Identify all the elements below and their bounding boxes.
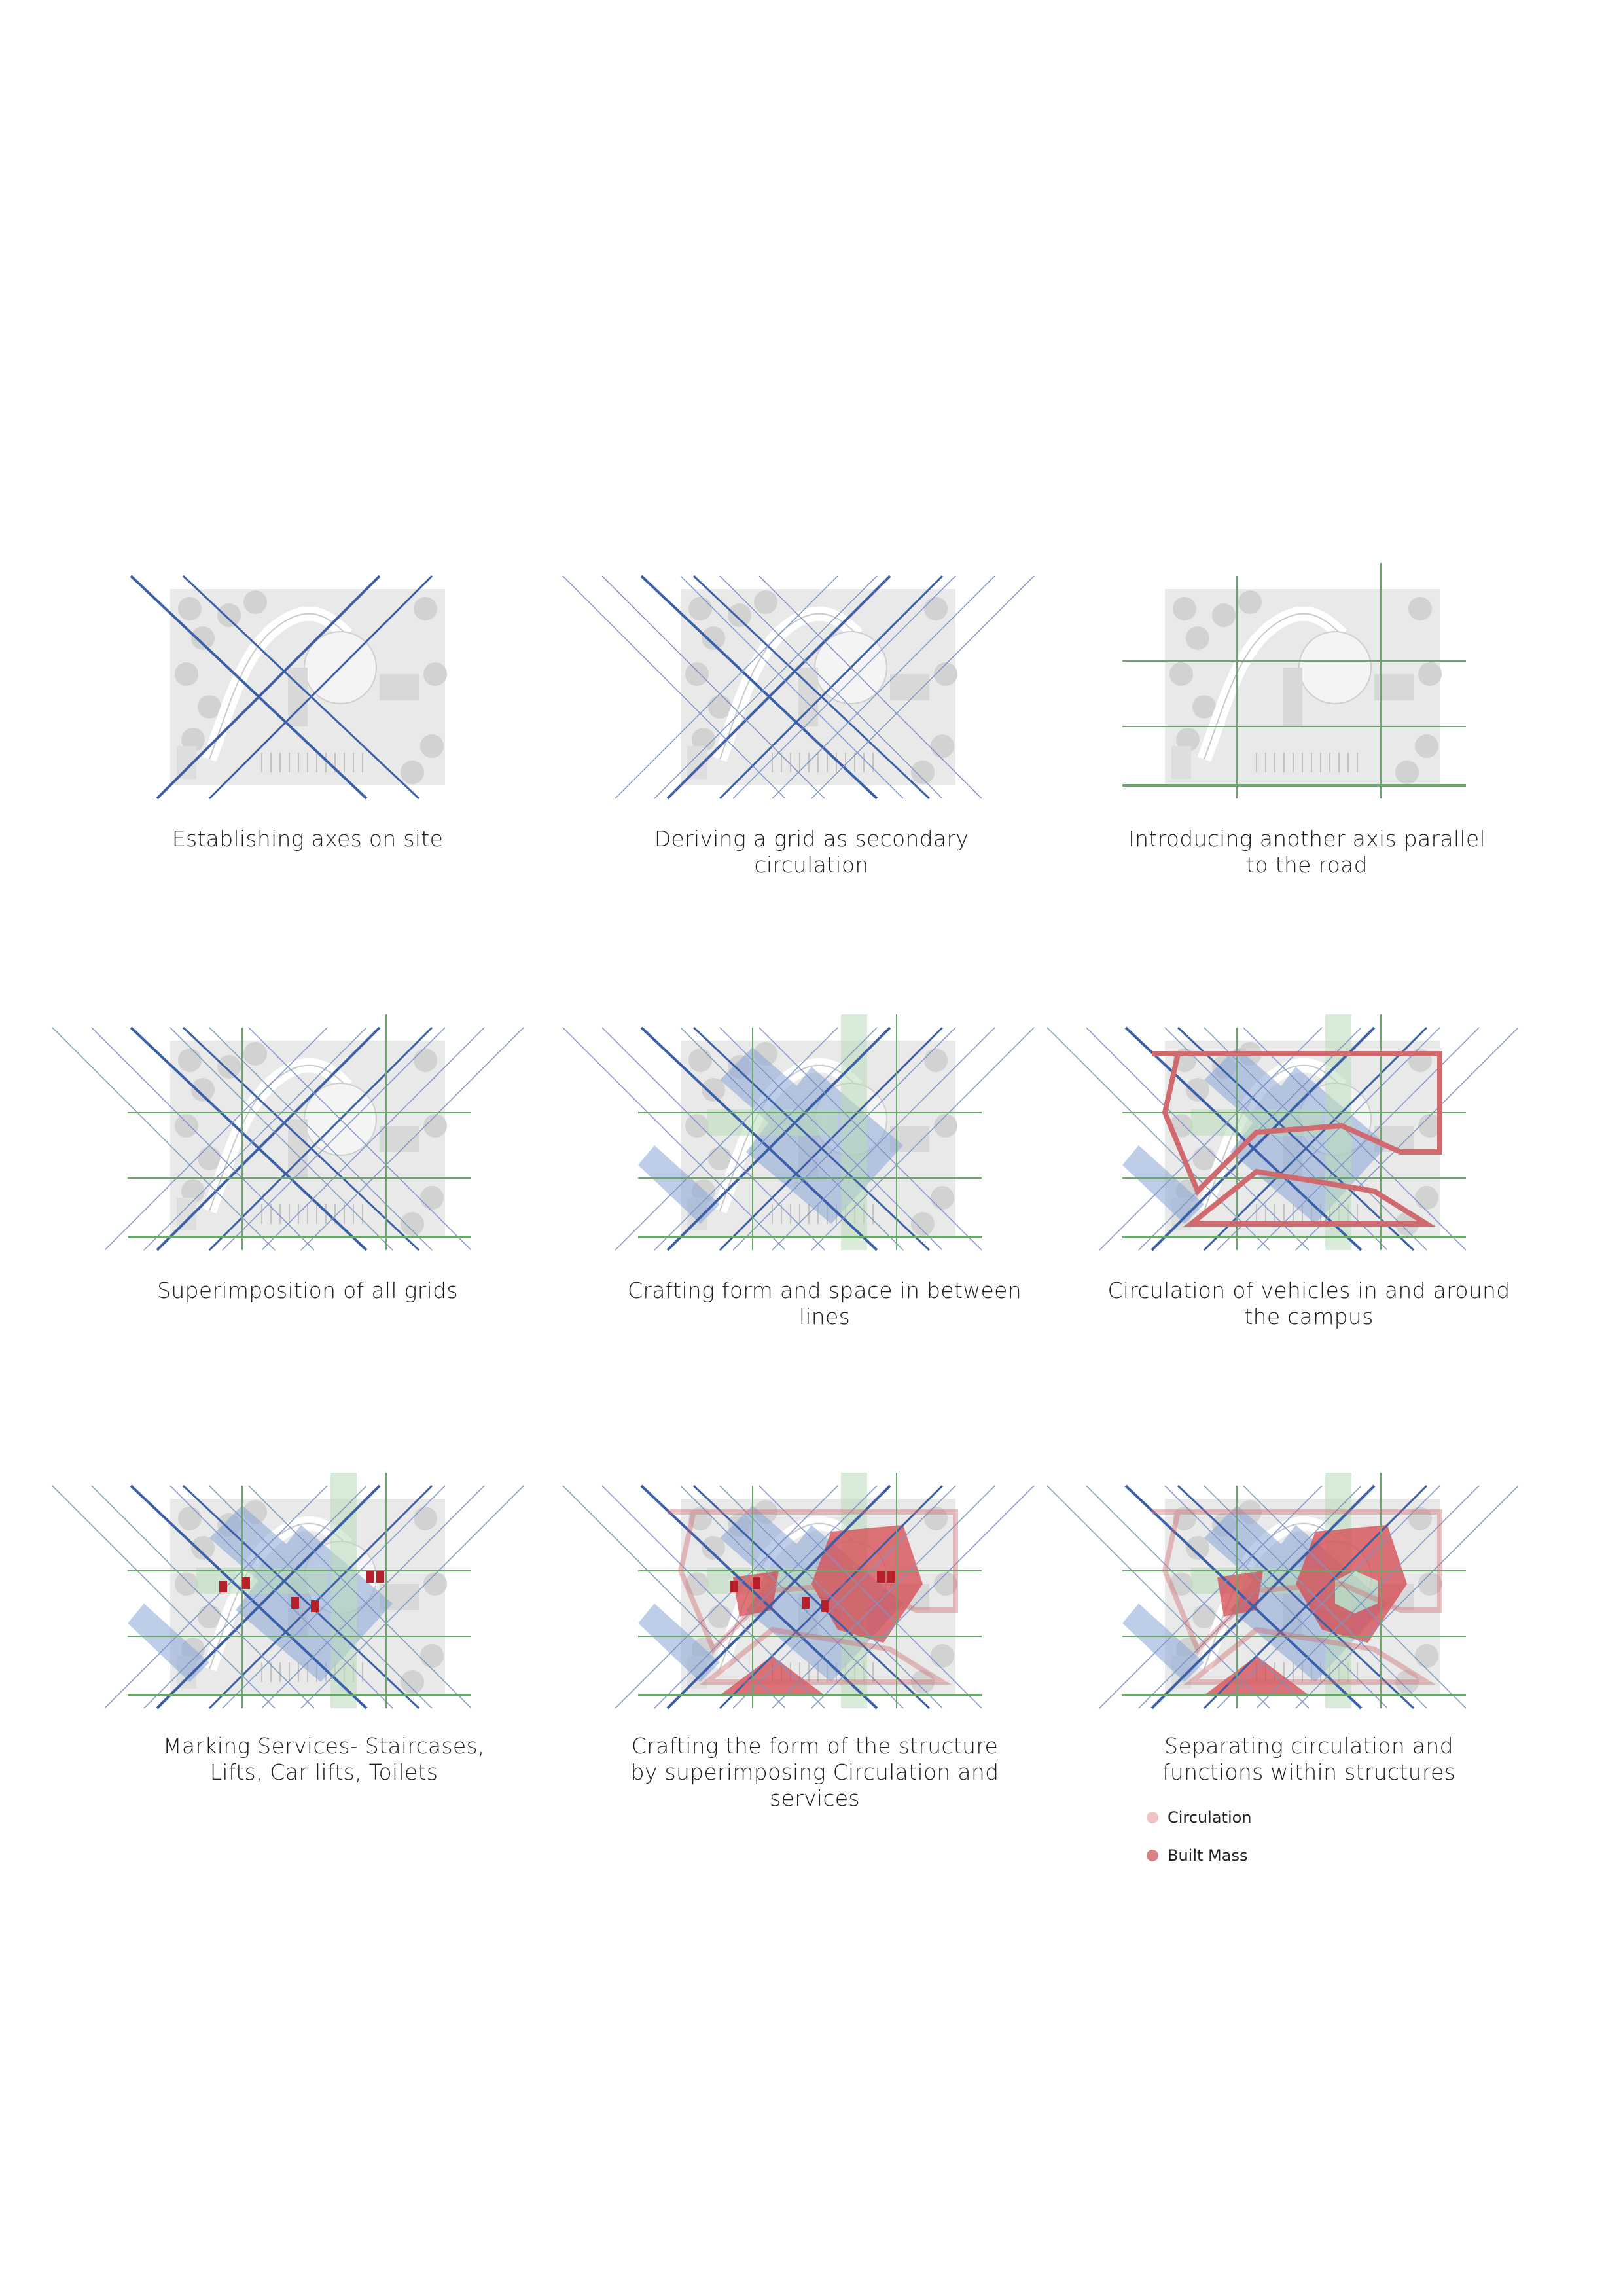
building-block-2 xyxy=(380,674,419,700)
caption-9: Separating circulation and functions within structures xyxy=(1162,1733,1456,1785)
site-diagram-8 xyxy=(641,1486,1008,1721)
legend xyxy=(1147,1806,1252,1882)
diagram-panel-7 xyxy=(131,1486,497,1721)
tree-0 xyxy=(178,1507,202,1530)
tree-0 xyxy=(688,597,712,620)
tree-8 xyxy=(1418,662,1442,686)
tree-10 xyxy=(911,761,935,784)
site-diagram-5 xyxy=(641,1028,1008,1263)
site-plan xyxy=(170,589,447,785)
site-diagram-6 xyxy=(1126,1028,1492,1263)
service-core-5 xyxy=(219,1581,227,1592)
tree-2 xyxy=(685,662,709,686)
tree-7 xyxy=(414,597,437,620)
service-core-4 xyxy=(376,1571,384,1583)
service-core-1 xyxy=(802,1597,810,1609)
tree-0 xyxy=(688,1049,712,1072)
caption-1: Establishing axes on site xyxy=(171,826,444,852)
tree-1 xyxy=(191,626,215,650)
tree-1 xyxy=(191,1078,215,1102)
site-legend-block xyxy=(1171,746,1191,779)
legend-label-built-mass: Built Mass xyxy=(1168,1846,1248,1865)
tree-1 xyxy=(702,626,725,650)
tree-9 xyxy=(931,1186,954,1210)
diagram-panel-8 xyxy=(641,1486,1008,1721)
tree-2 xyxy=(175,1114,198,1138)
tree-1 xyxy=(1186,1078,1209,1102)
site-diagram-3 xyxy=(1126,576,1492,812)
caption-8: Crafting the form of the structure by superimposing Circulation and services xyxy=(630,1733,999,1811)
service-core-2 xyxy=(821,1600,829,1612)
service-core-0 xyxy=(242,1577,250,1589)
tree-9 xyxy=(420,734,444,758)
tree-1 xyxy=(702,1078,725,1102)
tree-7 xyxy=(414,1049,437,1072)
site-plan xyxy=(170,1041,447,1237)
service-core-3 xyxy=(366,1571,374,1583)
tree-7 xyxy=(924,1049,948,1072)
tree-7 xyxy=(924,597,948,620)
site-diagram-2 xyxy=(641,576,1008,812)
site-diagram-7 xyxy=(131,1486,497,1721)
site-diagram-1 xyxy=(131,576,497,812)
tree-9 xyxy=(1415,1644,1438,1668)
diagram-panel-2 xyxy=(641,576,1008,812)
caption-3: Introducing another axis parallel to the road xyxy=(1128,826,1486,878)
service-core-3 xyxy=(877,1571,885,1583)
tree-10 xyxy=(401,761,424,784)
tree-1 xyxy=(702,1536,725,1560)
service-core-2 xyxy=(311,1600,319,1612)
tree-9 xyxy=(931,734,954,758)
tree-5 xyxy=(728,603,751,627)
tree-9 xyxy=(1415,734,1438,758)
tree-8 xyxy=(934,662,957,686)
tree-5 xyxy=(217,1055,241,1079)
plaza xyxy=(1299,632,1371,704)
tree-5 xyxy=(1212,603,1236,627)
tree-6 xyxy=(243,590,267,614)
tree-10 xyxy=(401,1670,424,1694)
service-core-5 xyxy=(730,1581,738,1592)
caption-6: Circulation of vehicles in and around the campus xyxy=(1107,1278,1510,1329)
caption-2: Deriving a grid as secondary circulation xyxy=(654,826,969,878)
tree-6 xyxy=(243,1042,267,1066)
tree-8 xyxy=(423,1572,447,1596)
circulation-swatch xyxy=(1147,1812,1158,1823)
site-diagram-4 xyxy=(131,1028,497,1263)
tree-8 xyxy=(423,662,447,686)
service-core-0 xyxy=(753,1577,760,1589)
site-plan xyxy=(681,589,957,785)
tree-8 xyxy=(934,1114,957,1138)
tree-2 xyxy=(175,662,198,686)
tree-5 xyxy=(217,603,241,627)
built-mass-swatch xyxy=(1147,1850,1158,1861)
tree-7 xyxy=(414,1507,437,1530)
caption-5: Crafting form and space in between lines xyxy=(628,1278,1022,1329)
building-block-1 xyxy=(1283,668,1302,726)
tree-9 xyxy=(931,1644,954,1668)
diagram-panel-3 xyxy=(1126,576,1492,812)
tree-1 xyxy=(1186,1536,1209,1560)
tree-2 xyxy=(685,1114,709,1138)
tree-1 xyxy=(191,1536,215,1560)
tree-10 xyxy=(1395,761,1419,784)
legend-item-built-mass xyxy=(1147,1844,1252,1867)
site-diagram-9 xyxy=(1126,1486,1492,1721)
tree-0 xyxy=(178,1049,202,1072)
tree-6 xyxy=(1238,590,1262,614)
diagram-panel-9 xyxy=(1126,1486,1492,1721)
tree-2 xyxy=(1169,662,1193,686)
tree-1 xyxy=(1186,626,1209,650)
tree-7 xyxy=(1408,597,1432,620)
diagram-panel-1 xyxy=(131,576,497,812)
legend-label-circulation: Circulation xyxy=(1168,1808,1252,1827)
caption-7: Marking Services- Staircases, Lifts, Car lifts, Toilets xyxy=(163,1733,485,1785)
caption-4: Superimposition of all grids xyxy=(157,1278,458,1303)
tree-0 xyxy=(178,597,202,620)
tree-9 xyxy=(420,1186,444,1210)
tree-8 xyxy=(423,1114,447,1138)
diagram-panel-5 xyxy=(641,1028,1008,1263)
service-core-4 xyxy=(887,1571,895,1583)
legend-item-circulation xyxy=(1147,1806,1252,1829)
service-core-1 xyxy=(291,1597,299,1609)
tree-6 xyxy=(754,590,777,614)
tree-9 xyxy=(1415,1186,1438,1210)
site-plan xyxy=(1165,589,1442,785)
tree-0 xyxy=(1173,597,1196,620)
tree-9 xyxy=(420,1644,444,1668)
tree-10 xyxy=(911,1212,935,1236)
tree-10 xyxy=(401,1212,424,1236)
tree-2 xyxy=(175,1572,198,1596)
diagram-panel-6 xyxy=(1126,1028,1492,1263)
diagram-panel-4 xyxy=(131,1028,497,1263)
